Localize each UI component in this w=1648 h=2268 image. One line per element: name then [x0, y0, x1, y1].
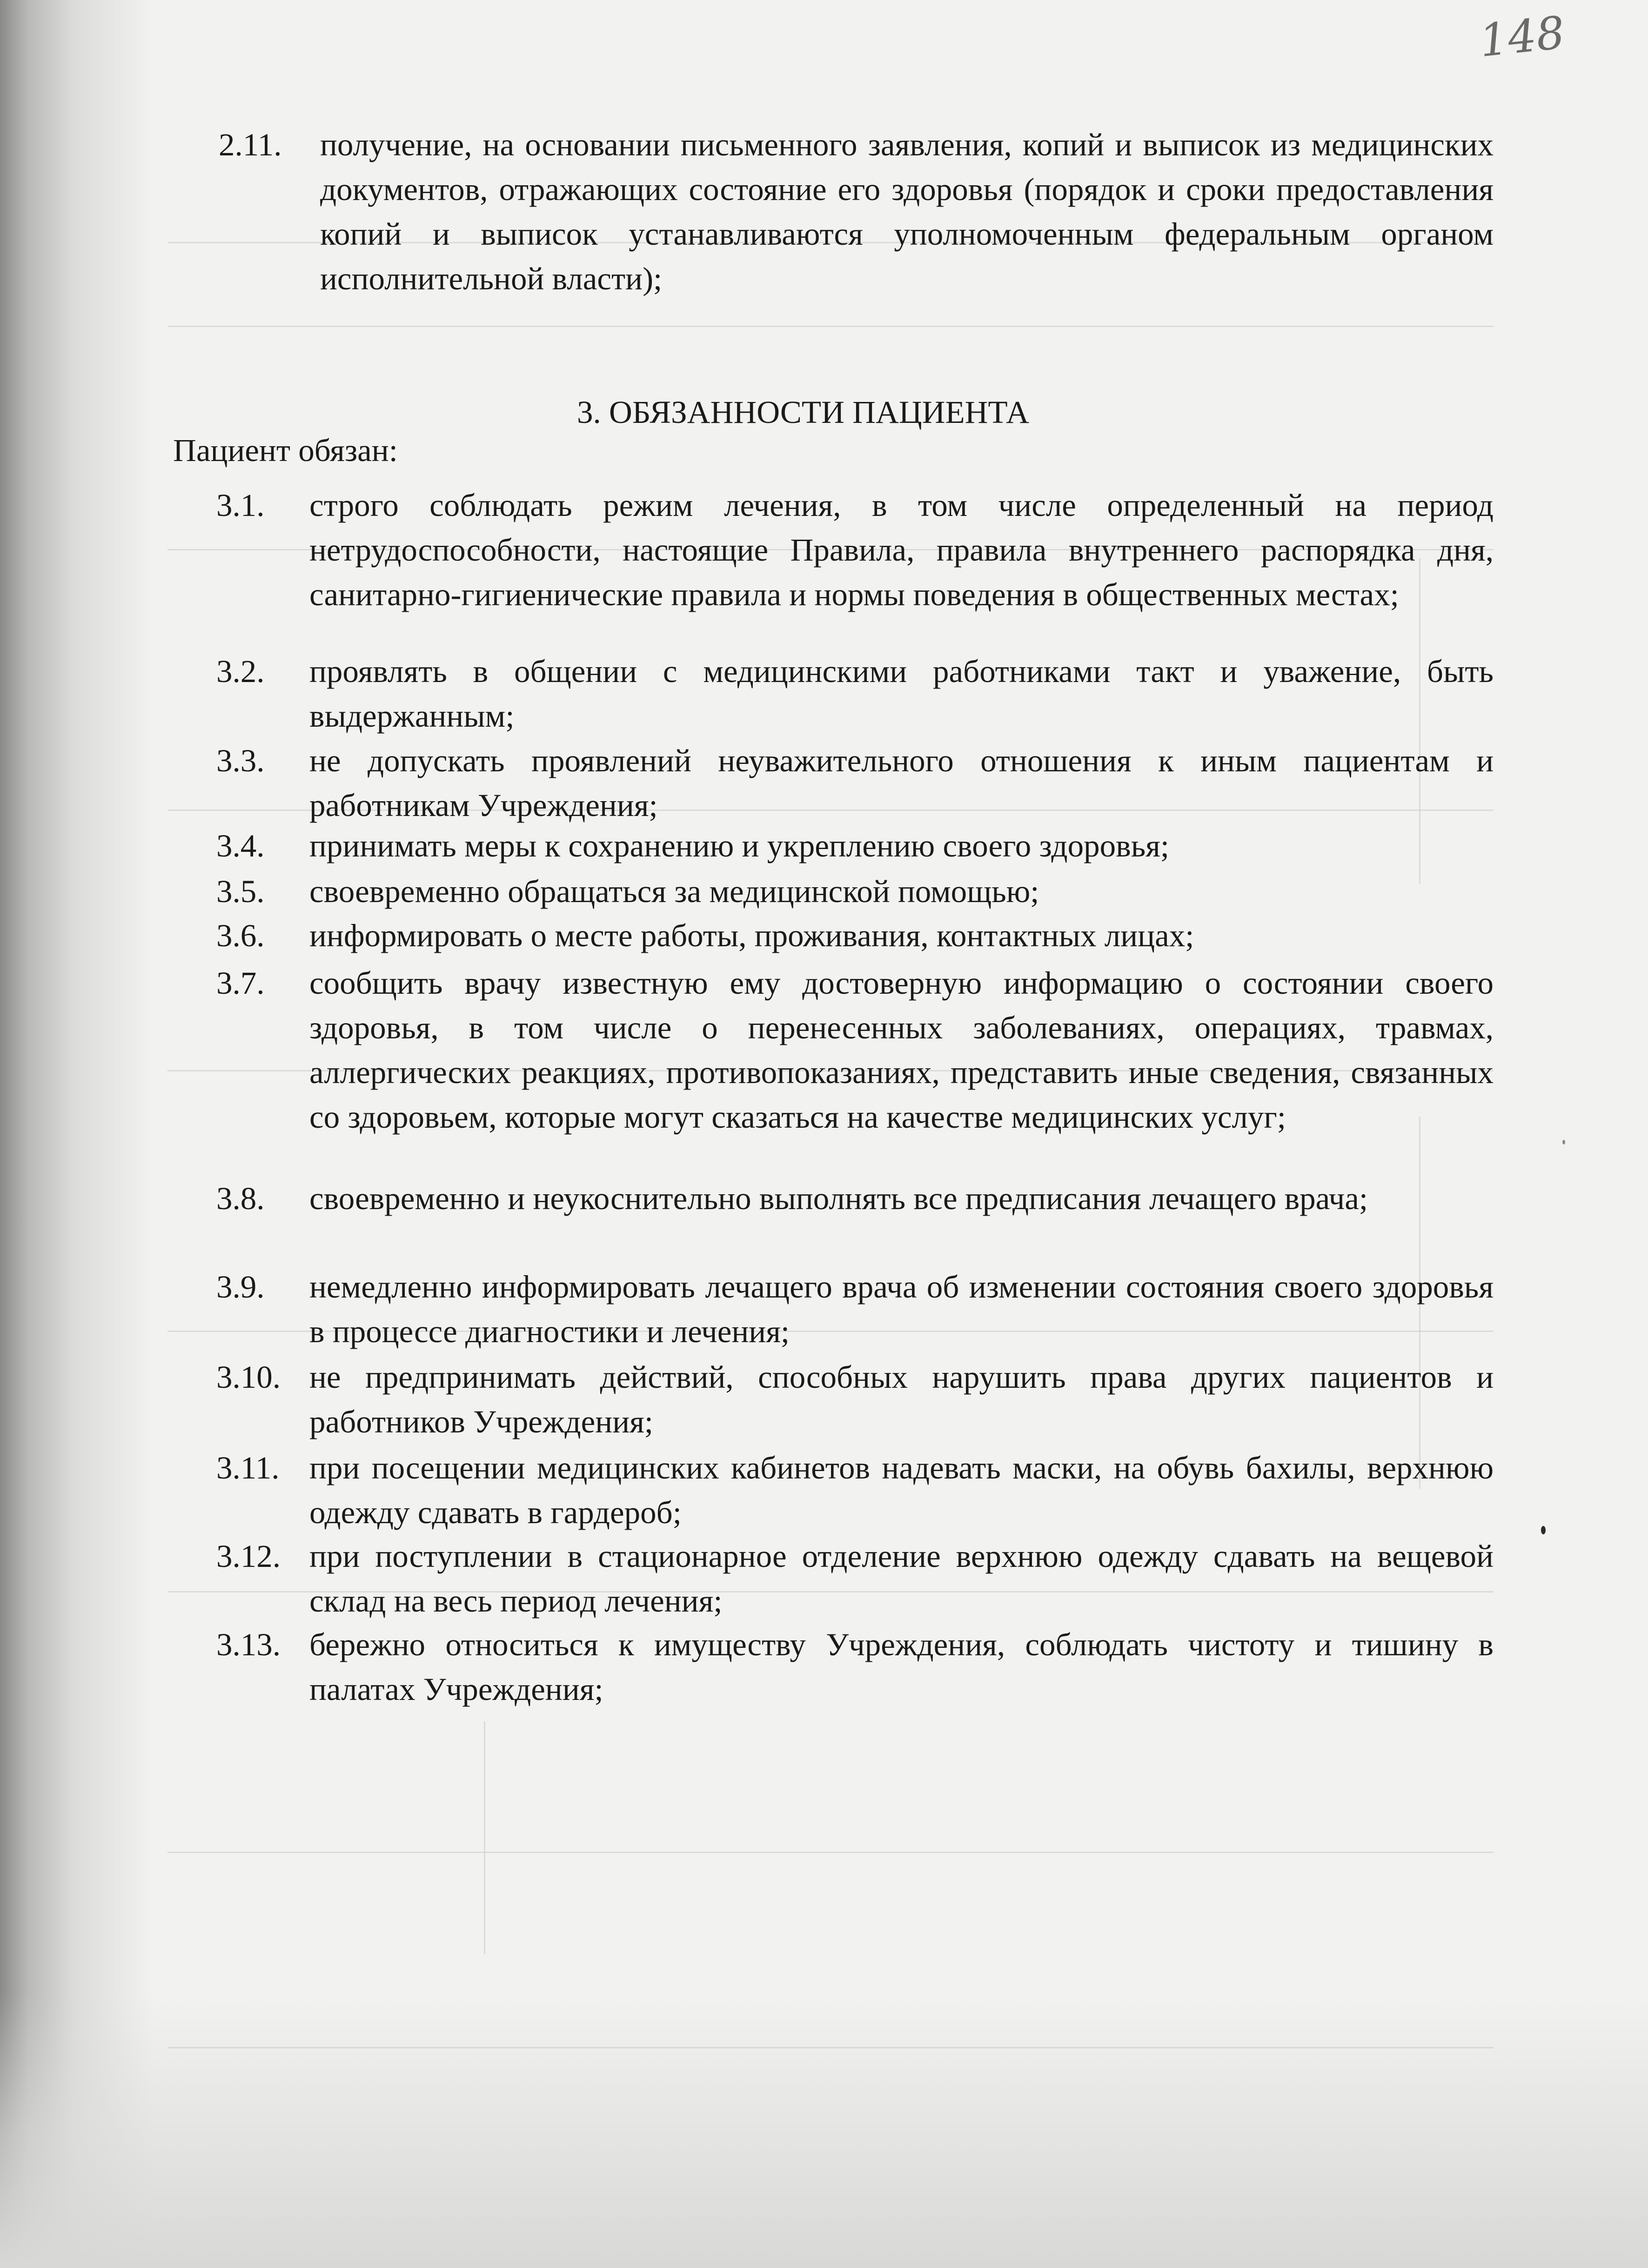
item-number: 3.7.	[216, 965, 265, 1001]
item-number: 3.1.	[216, 488, 265, 523]
item-number: 3.3.	[216, 743, 265, 778]
item-number: 3.11.	[216, 1450, 280, 1485]
list-item-3-1	[216, 483, 1494, 669]
list-item-3-4	[216, 823, 1494, 870]
item-text: своевременно обращаться за медицинской помощью;	[309, 874, 1039, 909]
stray-ink-mark	[1541, 1526, 1546, 1534]
item-text: строго соблюдать режим лечения, в том числе определенный на период нетрудоспособности, настоящие Правила, правила внутреннего распорядка дня, санитарно-гигиенические правила и нормы поведения в общественных местах;	[309, 488, 1494, 612]
section-intro: Пациент обязан:	[173, 433, 398, 468]
item-number: 3.9.	[216, 1269, 265, 1305]
list-item-3-3	[216, 738, 1494, 831]
list-item-3-8	[216, 1176, 1494, 1269]
item-text: при поступлении в стационарное отделение верхнюю одежду сдавать на вещевой склад на весь период лечения;	[309, 1539, 1494, 1619]
item-text: не предпринимать действий, способных нарушить права других пациентов и работников Учреждения;	[309, 1359, 1494, 1439]
item-number: 3.4.	[216, 828, 265, 863]
item-text: при посещении медицинских кабинетов надевать маски, на обувь бахилы, верхнюю одежду сдавать в гардероб;	[309, 1450, 1494, 1530]
item-text: получение, на основании письменного заявления, копий и выписок из медицинских документов, отражающих состояние его здоровья (порядок и сроки предоставления копий и выписок устанавливаются уполномоченным федеральным органом исполнительной власти);	[320, 127, 1494, 296]
list-item-3-7	[216, 961, 1494, 1193]
item-number: 3.2.	[216, 654, 265, 689]
item-number: 3.10.	[216, 1359, 281, 1395]
item-text: бережно относиться к имуществу Учреждения, соблюдать чистоту и тишину в палатах Учреждения;	[309, 1627, 1494, 1707]
item-number: 3.12.	[216, 1539, 281, 1574]
list-item-3-10	[216, 1355, 1494, 1448]
item-number: 2.11.	[219, 127, 282, 162]
section-heading: 3. ОБЯЗАННОСТИ ПАЦИЕНТА	[577, 395, 1029, 430]
item-text: принимать меры к сохранению и укреплению своего здоровья;	[309, 828, 1170, 863]
list-item-3-11	[216, 1445, 1494, 1539]
item-text: проявлять в общении с медицинскими работниками такт и уважение, быть выдержанным;	[309, 654, 1494, 734]
list-item-2-11	[219, 122, 1494, 308]
stray-ink-mark	[1562, 1140, 1565, 1144]
list-item-3-2	[216, 649, 1494, 742]
list-item-3-5	[216, 869, 1494, 916]
item-text: не допускать проявлений неуважительного отношения к иным пациентам и работникам Учреждения;	[309, 743, 1494, 823]
list-item-3-12	[216, 1534, 1494, 1627]
item-text: немедленно информировать лечащего врача об изменении состояния своего здоровья в процессе диагностики и лечения;	[309, 1269, 1494, 1349]
item-text: своевременно и неукоснительно выполнять все предписания лечащего врача;	[309, 1181, 1368, 1216]
handwritten-page-number: 148	[1477, 6, 1568, 67]
list-item-3-6	[216, 913, 1494, 960]
item-text: сообщить врачу известную ему достоверную информацию о состоянии своего здоровья, в том числе о перенесенных заболеваниях, операциях, травмах, аллергических реакциях, противопоказаниях, представить иные сведения, связанных со здоровьем, которые могут сказаться на качестве медицинских услуг;	[309, 965, 1494, 1135]
list-item-3-9	[216, 1264, 1494, 1358]
item-number: 3.13.	[216, 1627, 281, 1662]
item-number: 3.6.	[216, 918, 265, 953]
item-number: 3.5.	[216, 874, 265, 909]
item-number: 3.8.	[216, 1181, 265, 1216]
list-item-3-13	[216, 1622, 1494, 1715]
item-text: информировать о месте работы, проживания, контактных лицах;	[309, 918, 1194, 953]
